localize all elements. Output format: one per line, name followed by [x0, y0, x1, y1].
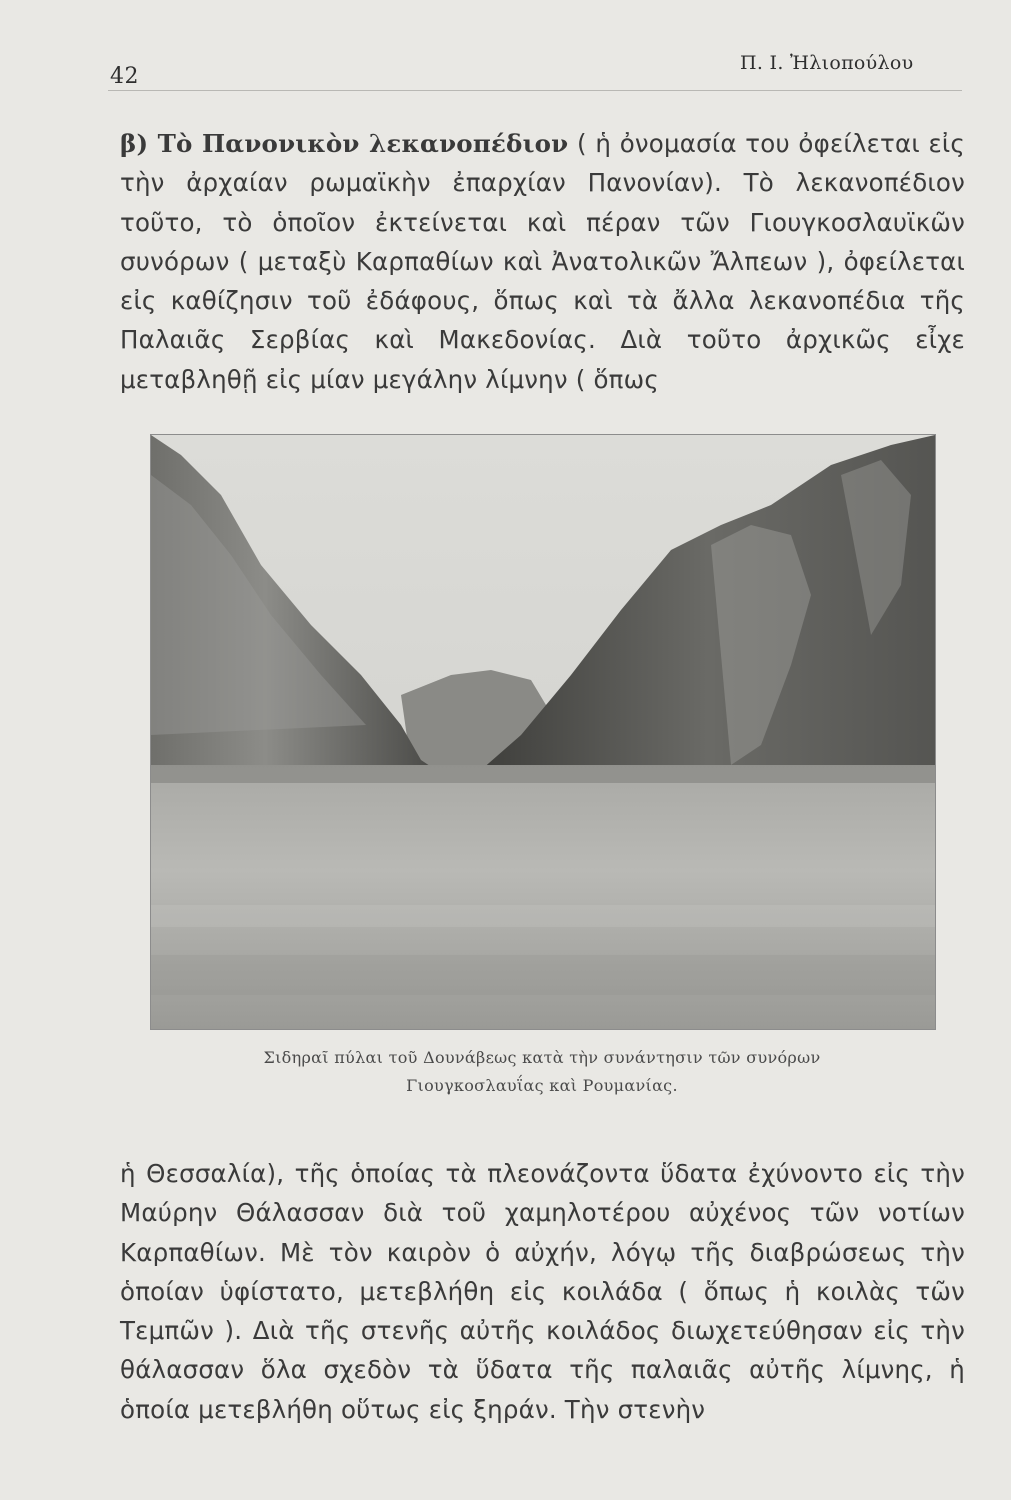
section-heading: β) Τὸ Πανονικὸν λεκανοπέδιον — [120, 129, 569, 158]
figure-caption — [150, 1044, 934, 1100]
gorge-photograph — [150, 434, 936, 1030]
paragraph-2: ἡ Θεσσαλία), τῆς ὁποίας τὰ πλεονάζοντα ὕδατα ἐχύνοντο εἰς τὴν Μαύρην Θάλασσαν διὰ τοῦ χαμηλοτέρου αὐχένος τῶν νοτίων Καρπαθίων. Μὲ τὸν καιρὸν ὁ αὐχήν, λόγῳ τῆς διαβρώσεως τὴν ὁποίαν ὑφίστατο, μετεβλήθη εἰς κοιλάδα ( ὅπως ἡ κοιλὰς τῶν Τεμπῶν ). Διὰ τῆς στενῆς αὐτῆς κοιλάδος διωχετεύθησαν εἰς τὴν θάλασσαν ὅλα σχεδὸν τὰ ὕδατα τῆς παλαιᾶς αὐτῆς λίμνης, ἡ ὁποία μετεβλήθη οὕτως εἰς ξηράν. Τὴν στενὴν — [120, 1159, 965, 1424]
caption-line-2: Γιουγκοσλαυΐας καὶ Ρουμανίας. — [406, 1076, 678, 1095]
caption-line-1: Σιδηραῖ πύλαι τοῦ Δουνάβεως κατὰ τὴν συνάντησιν τῶν συνόρων — [263, 1048, 821, 1067]
paragraph-1-text: ( ἡ ὀνομασία του ὀφείλεται εἰς τὴν ἀρχαίαν ρωμαϊκὴν ἐπαρχίαν Πανονίαν). Τὸ λεκανοπέδιον τοῦτο, τὸ ὁποῖον ἐκτείνεται καὶ πέραν τῶν Γιουγκοσλαυϊκῶν συνόρων ( μεταξὺ Καρπαθίων καὶ Ἀνατολικῶν Ἄλπεων ), ὀφείλεται εἰς καθίζησιν τοῦ ἐδάφους, ὅπως καὶ τὰ ἄλλα λεκανοπέδια τῆς Παλαιᾶς Σερβίας καὶ Μακεδονίας. Διὰ τοῦτο ἀρχικῶς εἶχε μεταβληθῇ εἰς μίαν μεγάλην λίμνην ( ὅπως — [120, 129, 965, 394]
header-divider — [108, 90, 962, 91]
paragraph-1 — [120, 124, 965, 399]
photograph-illustration — [151, 435, 935, 1029]
page-number: 42 — [110, 64, 139, 89]
running-header-author: Π. Ι. Ἠλιοπούλου — [740, 52, 914, 74]
